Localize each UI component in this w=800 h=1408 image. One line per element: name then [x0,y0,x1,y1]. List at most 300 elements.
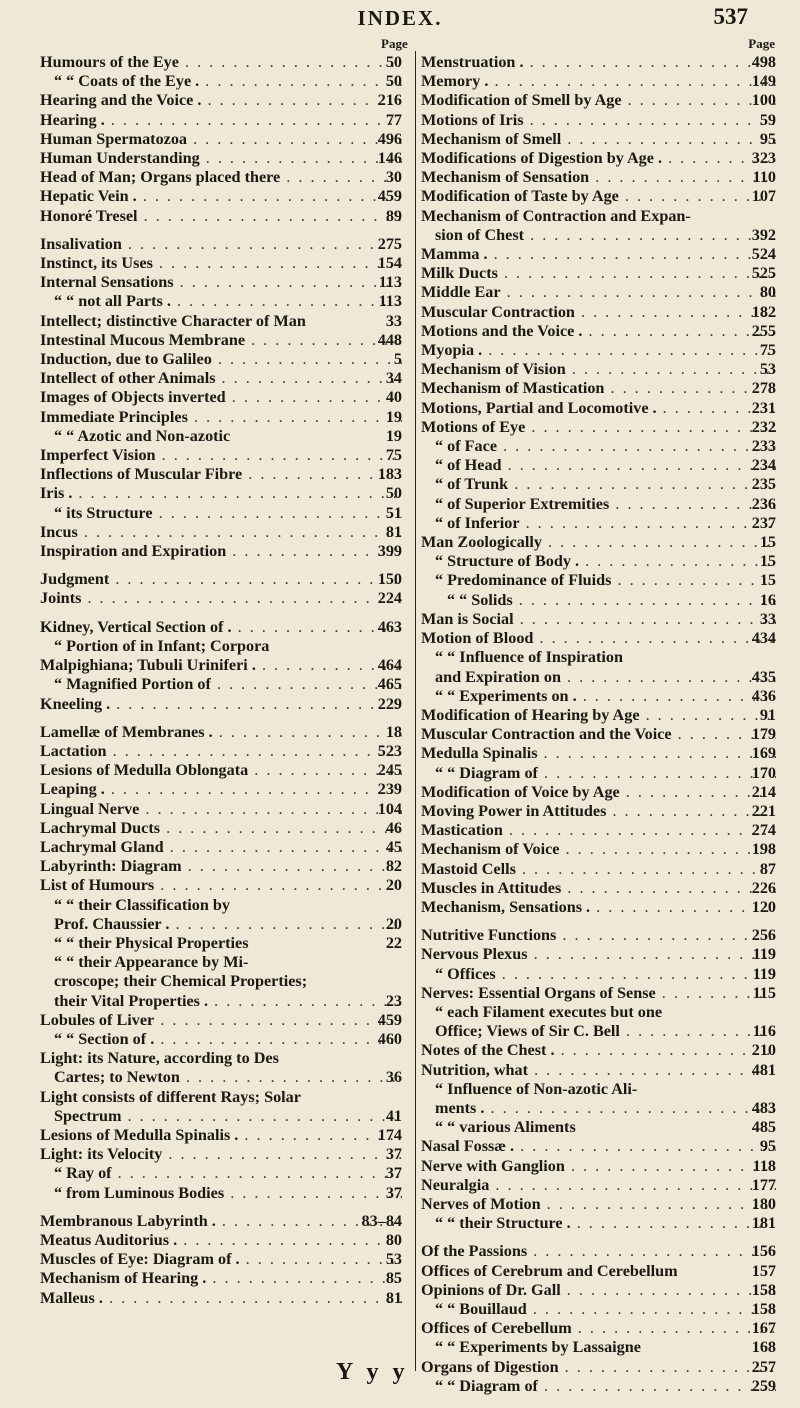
index-entry [421,1003,776,1022]
entry-text: Hepatic Vein . . . . [40,187,402,205]
entry-page: 50 [385,72,402,91]
letter-gap [421,1233,776,1242]
entry-page: 95 [759,1137,776,1156]
index-entry [40,408,402,427]
entry-text: sion of Chest . . . [435,226,776,244]
entry-text: Milk Ducts . . . [421,264,776,282]
entry-page: 232 [751,417,776,436]
entry-page: 20 [385,914,402,933]
index-entry [421,744,776,763]
index-entry [40,761,402,780]
entry-page: 37 [385,1145,402,1164]
index-entry [40,570,402,589]
entry-page: 167 [751,1319,776,1338]
entry-text: Human Spermatozoa . . . [40,130,402,148]
entry-text: “ “ their Classification by [54,895,230,914]
entry-page: 104 [377,799,402,818]
entry-page: 33 [759,609,776,628]
entry-text: Man is Social . . . [421,610,776,628]
entry-text: Lamellæ of Membranes . . . . [40,723,402,741]
entry-text: Moving Power in Attitudes . . . [421,802,776,820]
entry-page: 41 [385,1106,402,1125]
entry-page: 81 [385,522,402,541]
index-entry [421,1214,776,1233]
letter-gap [421,917,776,926]
index-entry [421,1319,776,1338]
entry-page: 107 [751,187,776,206]
entry-page: 399 [377,542,402,561]
index-entry [421,898,776,917]
entry-page: 81 [385,1288,402,1307]
entry-text: List of Humours . . . [40,876,402,894]
index-entry [40,838,402,857]
entry-page: 22 [385,933,402,952]
index-entry [421,456,776,475]
entry-page: 496 [377,129,402,148]
index-entry [40,1011,402,1030]
entry-text: “ “ not all Parts . . . . [54,292,402,310]
entry-text: Modification of Smell by Age . . . [421,91,776,109]
index-entry [421,514,776,533]
entry-text: Middle Ear . . . [421,283,776,301]
entry-text: Incus . . . [40,523,402,541]
index-entry [421,149,776,168]
entry-text: “ each Filament executes but one [435,1002,663,1021]
index-entry [40,91,402,110]
entry-page: 524 [751,245,776,264]
entry-text: “ of Face . . . [435,437,776,455]
index-entry [421,495,776,514]
index-entry [40,589,402,608]
entry-text: Offices of Cerebrum and Cerebellum [421,1261,678,1280]
entry-text: “ its Structure . . . [54,504,402,522]
entry-page: 20 [385,876,402,895]
index-entry [421,1300,776,1319]
entry-text: Mamma . . . . [421,245,776,263]
entry-text: Muscular Contraction and the Voice . . . [421,725,776,743]
letter-gap [40,561,402,570]
entry-page: 53 [385,1250,402,1269]
index-entry [421,1262,776,1281]
entry-page: 15 [759,552,776,571]
entry-page: 235 [751,475,776,494]
entry-text: Kidney, Vertical Section of . . . . [40,618,402,636]
entry-text: Mechanism of Hearing . . . . [40,1269,402,1287]
entry-page: 481 [751,1060,776,1079]
index-entry [40,819,402,838]
index-entry [40,542,402,561]
index-entry [421,168,776,187]
entry-page: 34 [385,369,402,388]
entry-page: 157 [751,1261,776,1280]
entry-page: 465 [377,675,402,694]
entry-text: Nervous Plexus . . . [421,945,776,963]
entry-text: Intellect; distinctive Character of Man [40,311,306,330]
entry-text: Man Zoologically . . . [421,533,776,551]
index-entry [421,303,776,322]
letter-gap [40,226,402,235]
index-entry [421,533,776,552]
index-entry [40,857,402,876]
entry-page: 180 [751,1194,776,1213]
entry-text: Notes of the Chest . . . . [421,1041,776,1059]
index-entry [40,656,402,675]
entry-page: 210 [751,1041,776,1060]
entry-text: Membranous Labyrinth . . . . [40,1212,402,1230]
index-entry [40,1250,402,1269]
index-entry [421,945,776,964]
entry-page: 274 [751,821,776,840]
entry-page: 234 [751,456,776,475]
entry-text: “ Structure of Body . . . . [435,552,776,570]
entry-text: Lachrymal Gland . . . [40,838,402,856]
index-entry [421,1137,776,1156]
index-entry [40,1184,402,1203]
index-entry [40,800,402,819]
index-entry [40,915,402,934]
entry-page: 40 [385,388,402,407]
entry-page: 169 [751,744,776,763]
index-entry [421,91,776,110]
entry-text: Of the Passions . . . [421,1242,776,1260]
index-column-right [421,53,776,1396]
entry-page: 100 [751,91,776,110]
entry-text: Mechanism of Contraction and Expan- [421,206,691,225]
entry-page: 75 [385,446,402,465]
entry-page: 179 [751,725,776,744]
entry-page: 150 [377,570,402,589]
entry-page: 323 [751,149,776,168]
entry-text: Imperfect Vision . . . [40,446,402,464]
entry-text: Modification of Voice by Age . . . [421,783,776,801]
entry-text: “ “ their Physical Properties [54,933,249,952]
entry-text: “ “ Coats of the Eye . . . . [54,72,402,90]
entry-text: Spectrum . . . [54,1107,402,1125]
index-entry [40,876,402,895]
entry-text: ments . . . . [435,1099,776,1117]
index-entry [421,111,776,130]
entry-page: 18 [385,722,402,741]
entry-page: 231 [751,398,776,417]
entry-page: 214 [751,782,776,801]
index-entry [40,350,402,369]
entry-page: 37 [385,1164,402,1183]
entry-page: 448 [377,330,402,349]
column-heading-left: Page [381,36,408,51]
index-entry [40,235,402,254]
entry-text: “ “ Influence of Inspiration [435,648,623,667]
entry-page: 259 [751,1376,776,1395]
entry-page: 463 [377,617,402,636]
entry-text: Memory . . . . [421,72,776,90]
entry-page: 278 [751,379,776,398]
entry-page: 436 [751,686,776,705]
entry-text: Lobules of Liver . . . [40,1011,402,1029]
index-entry [40,504,402,523]
entry-text: “ “ their Appearance by Mi- [54,953,249,972]
entry-text: Prof. Chaussier . . . . [54,915,402,933]
index-entry [421,783,776,802]
index-entry [40,1068,402,1087]
entry-text: Mastication . . . [421,821,776,839]
entry-page: 236 [751,494,776,513]
index-entry [40,1164,402,1183]
entry-text: Offices of Cerebellum . . . [421,1319,776,1337]
entry-text: Muscles in Attitudes . . . [421,879,776,897]
index-entry [421,1061,776,1080]
entry-text: Light consists of different Rays; Solar [40,1087,301,1106]
entry-page: 116 [752,1022,776,1041]
index-entry [421,1080,776,1099]
entry-text: “ Ray of . . . [54,1164,402,1182]
index-entry [421,1195,776,1214]
running-head: INDEX. [357,6,443,30]
entry-text: Leaping . . . . [40,780,402,798]
index-entry [421,1338,776,1357]
index-entry [40,1049,402,1068]
index-entry [421,1118,776,1137]
letter-gap [40,609,402,618]
index-entry [421,860,776,879]
index-entry [421,53,776,72]
entry-text: Malpighiana; Tubuli Uriniferi . . . . [40,656,402,674]
entry-text: Lesions of Medulla Oblongata . . . [40,761,402,779]
entry-page: 37 [385,1183,402,1202]
index-entry [40,111,402,130]
entry-text: Kneeling . . . . [40,695,402,713]
entry-page: 221 [751,801,776,820]
entry-page: 89 [385,206,402,225]
entry-page: 158 [751,1280,776,1299]
index-entry [421,687,776,706]
index-entry [421,322,776,341]
entry-text: Human Understanding . . . [40,149,402,167]
entry-page: 229 [377,694,402,713]
entry-text: Nerves of Motion . . . [421,1195,776,1213]
entry-page: 19 [385,426,402,445]
entry-page: 170 [751,763,776,782]
entry-text: Mechanism of Mastication . . . [421,379,776,397]
index-entry [40,1030,402,1049]
entry-text: Iris . . . . [40,484,402,502]
entry-text: Opinions of Dr. Gall . . . [421,1281,776,1299]
entry-page: 120 [751,897,776,916]
index-entry [421,571,776,590]
entry-text: Malleus . . . . [40,1289,402,1307]
entry-page: 51 [385,503,402,522]
entry-text: Muscular Contraction . . . [421,303,776,321]
signature-mark: Y y y [336,1359,409,1385]
index-entry [40,72,402,91]
entry-text: “ Offices . . . [435,965,776,983]
entry-text: Nasal Fossæ . . . . [421,1137,776,1155]
index-entry [421,264,776,283]
index-entry [421,821,776,840]
index-entry [40,972,402,991]
entry-text: Neuralgia . . . [421,1176,776,1194]
entry-text: Lingual Nerve . . . [40,800,402,818]
entry-text: Joints . . . [40,589,402,607]
entry-text: Inflections of Muscular Fibre . . . [40,465,402,483]
entry-text: “ “ Experiments by Lassaigne [435,1338,641,1357]
entry-page: 485 [751,1118,776,1137]
entry-page: 83–84 [361,1211,402,1230]
entry-text: “ “ Diagram of . . . [435,764,776,782]
index-entry [40,149,402,168]
entry-page: 525 [751,264,776,283]
entry-text: Immediate Principles . . . [40,408,402,426]
entry-text: “ “ Section of . . . . [54,1030,402,1048]
entry-text: “ of Head . . . [435,456,776,474]
entry-text: Organs of Digestion . . . [421,1358,776,1376]
entry-text: Images of Objects inverted . . . [40,388,402,406]
index-entry [421,1281,776,1300]
index-column-left [40,53,402,1308]
entry-page: 224 [377,589,402,608]
index-entry [421,668,776,687]
entry-text: “ “ Solids . . . [447,591,776,609]
entry-page: 483 [751,1098,776,1117]
entry-text: “ Portion of in Infant; Corpora [54,636,270,655]
index-entry [40,168,402,187]
entry-page: 174 [377,1125,402,1144]
entry-text: Cartes; to Newton . . . [54,1068,402,1086]
entry-text: Mastoid Cells . . . [421,860,776,878]
entry-text: Mechanism of Voice . . . [421,840,776,858]
entry-page: 113 [378,292,402,311]
entry-page: 119 [752,945,776,964]
index-entry [421,360,776,379]
entry-text: Light: its Nature, according to Des [40,1049,279,1068]
index-entry [40,742,402,761]
entry-page: 216 [377,91,402,110]
index-entry [40,1269,402,1288]
index-entry [421,610,776,629]
entry-page: 91 [759,705,776,724]
index-entry [421,591,776,610]
entry-text: Mechanism of Vision . . . [421,360,776,378]
entry-text: “ “ various Aliments [435,1118,576,1137]
letter-gap [40,1203,402,1212]
entry-page: 33 [385,311,402,330]
entry-text: Motions of Iris . . . [421,111,776,129]
entry-page: 110 [752,168,776,187]
index-entry [40,1145,402,1164]
entry-text: and Expiration on . . . [435,668,776,686]
index-entry [40,484,402,503]
index-entry [421,1176,776,1195]
entry-page: 50 [385,484,402,503]
entry-text: Head of Man; Organs placed there . . . [40,168,402,186]
index-entry [40,896,402,915]
index-entry [40,723,402,742]
index-entry [40,446,402,465]
entry-page: 237 [751,513,776,532]
entry-text: Office; Views of Sir C. Bell . . . [435,1022,776,1040]
index-entry [421,926,776,945]
entry-page: 16 [759,590,776,609]
entry-page: 523 [377,741,402,760]
page-number: 537 [713,4,748,29]
entry-text: Hearing and the Voice . . . . [40,91,402,109]
index-entry [40,187,402,206]
index-entry [40,465,402,484]
index-entry [421,245,776,264]
index-entry [421,341,776,360]
index-entry [40,1231,402,1250]
entry-page: 36 [385,1068,402,1087]
entry-text: Lesions of Medulla Spinalis . . . . [40,1126,402,1144]
index-entry [40,427,402,446]
entry-text: Medulla Spinalis . . . [421,744,776,762]
index-entry [40,388,402,407]
entry-page: 53 [759,360,776,379]
index-entry [421,1377,776,1396]
entry-page: 245 [377,761,402,780]
entry-page: 168 [751,1338,776,1357]
entry-page: 80 [385,1230,402,1249]
entry-page: 30 [385,168,402,187]
index-entry [421,552,776,571]
entry-text: Motions and the Voice . . . . [421,322,776,340]
entry-text: Light: its Velocity . . . [40,1145,402,1163]
entry-text: Hearing . . . . [40,111,402,129]
entry-page: 459 [377,1010,402,1029]
entry-page: 177 [751,1175,776,1194]
index-entry [40,1107,402,1126]
entry-text: croscope; their Chemical Properties; [54,972,308,991]
index-entry [421,802,776,821]
entry-page: 115 [752,983,776,1002]
entry-text: Menstruation . . . . [421,53,776,71]
entry-page: 149 [751,72,776,91]
index-entry [421,1099,776,1118]
index-entry [40,254,402,273]
entry-text: Muscles of Eye: Diagram of . . . . [40,1250,402,1268]
entry-text: Insalivation . . . [40,235,402,253]
index-entry [421,706,776,725]
index-entry [421,437,776,456]
entry-page: 182 [751,302,776,321]
entry-text: Mechanism of Sensation . . . [421,168,776,186]
entry-text: Humours of the Eye . . . [40,53,402,71]
entry-text: their Vital Properties . . . . [54,992,402,1010]
entry-page: 257 [751,1357,776,1376]
entry-page: 181 [751,1214,776,1233]
entry-page: 118 [752,1156,776,1175]
entry-text: “ Influence of Non-azotic Ali- [435,1079,638,1098]
index-entry [421,379,776,398]
entry-text: Myopia . . . . [421,341,776,359]
entry-page: 198 [751,840,776,859]
entry-text: “ Predominance of Fluids . . . [435,571,776,589]
entry-text: “ “ Bouillaud . . . [435,1300,776,1318]
index-entry [40,331,402,350]
index-entry [421,1242,776,1261]
entry-text: “ of Inferior . . . [435,514,776,532]
entry-page: 239 [377,780,402,799]
entry-text: Lactation . . . [40,742,402,760]
entry-text: Nutritive Functions . . . [421,926,776,944]
index-entry [40,953,402,972]
entry-page: 87 [759,859,776,878]
entry-text: Nerves: Essential Organs of Sense . . . [421,984,776,1002]
entry-page: 113 [378,273,402,292]
entry-page: 19 [385,407,402,426]
entry-text: Modifications of Digestion by Age . . . . [421,149,776,167]
index-entry [40,1126,402,1145]
index-entry [421,629,776,648]
